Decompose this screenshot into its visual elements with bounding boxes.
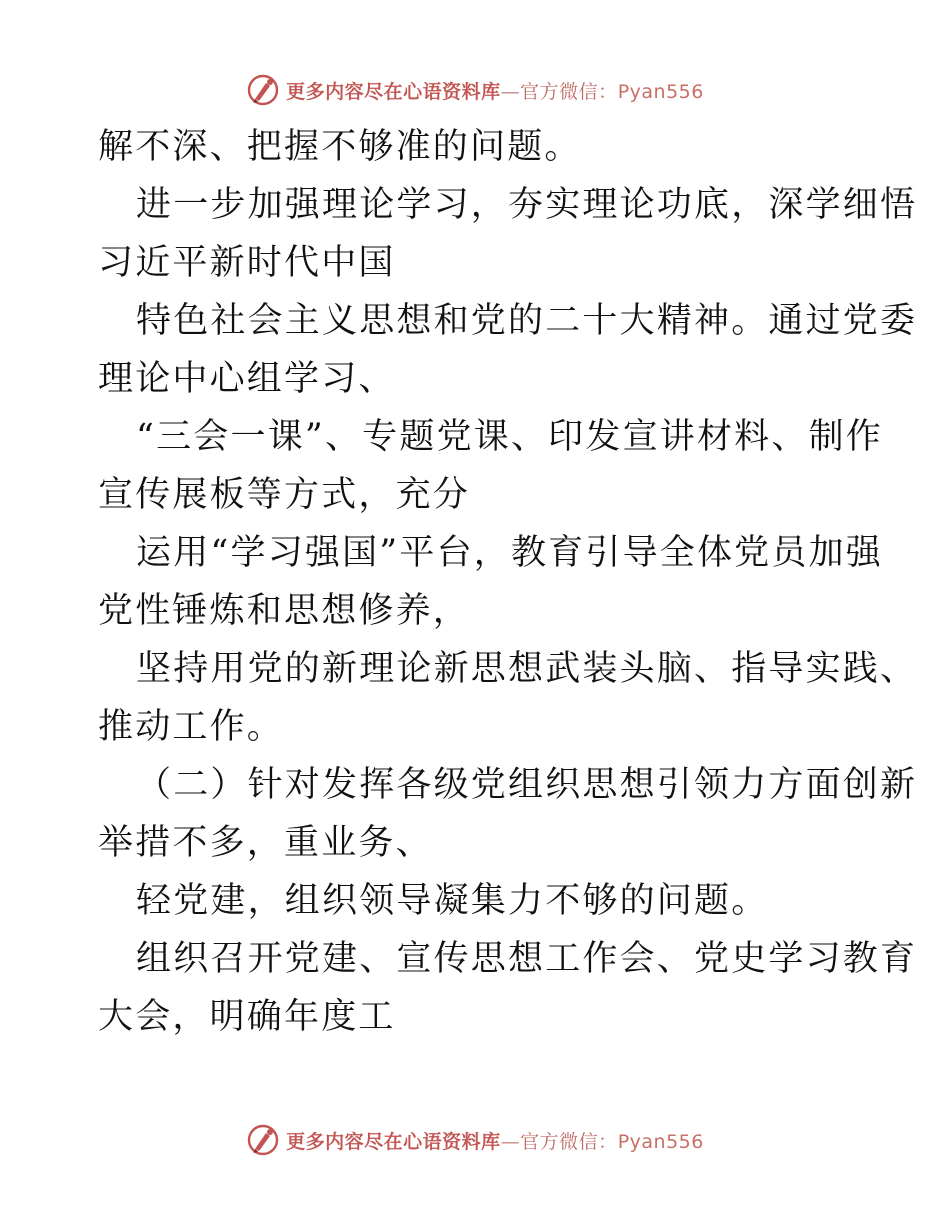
text-line: “三会一课”、专题党课、印发宣讲材料、制作 — [136, 417, 883, 457]
watermark-wechat-id: Pyan556 — [617, 1130, 704, 1153]
watermark-text — [286, 1127, 704, 1154]
watermark-dash: — — [500, 1130, 521, 1153]
text-line: 进一步加强理论学习，夯实理论功底，深学细悟 — [136, 185, 918, 225]
watermark-wechat-label: 官方微信： — [520, 80, 618, 103]
watermark-wechat-label: 官方微信： — [520, 1130, 618, 1153]
text-line: 宣传展板等方式，充分 — [98, 475, 471, 515]
text-line: 推动工作。 — [98, 707, 285, 747]
watermark-wechat-id: Pyan556 — [617, 80, 704, 103]
text-line: 坚持用党的新理论新思想武装头脑、指导实践、 — [136, 649, 918, 689]
header-watermark — [0, 70, 950, 110]
pen-logo-icon — [246, 1123, 280, 1157]
text-line: 习近平新时代中国 — [98, 243, 396, 283]
pen-logo-icon — [246, 73, 280, 107]
watermark-site-text: 更多内容尽在心语资料库 — [286, 80, 501, 103]
text-line: 轻党建，组织领导凝集力不够的问题。 — [136, 881, 769, 921]
text-line: 解不深、把握不够准的问题。 — [98, 127, 582, 167]
text-line: 特色社会主义思想和党的二十大精神。通过党委 — [136, 301, 918, 341]
footer-watermark — [0, 1120, 950, 1160]
text-line: 党性锤炼和思想修养， — [98, 591, 471, 631]
document-body — [98, 118, 918, 1046]
watermark-text — [286, 77, 704, 104]
section-heading-line: （二）针对发挥各级党组织思想引领力方面创新 — [136, 765, 918, 805]
watermark-dash: — — [500, 80, 521, 103]
text-line: 理论中心组学习、 — [98, 359, 396, 399]
text-line: 运用“学习强国”平台，教育引导全体党员加强 — [136, 533, 883, 573]
text-line: 举措不多，重业务、 — [98, 823, 433, 863]
text-line: 大会，明确年度工 — [98, 997, 396, 1037]
text-line: 组织召开党建、宣传思想工作会、党史学习教育 — [136, 939, 918, 979]
watermark-site-text: 更多内容尽在心语资料库 — [286, 1130, 501, 1153]
